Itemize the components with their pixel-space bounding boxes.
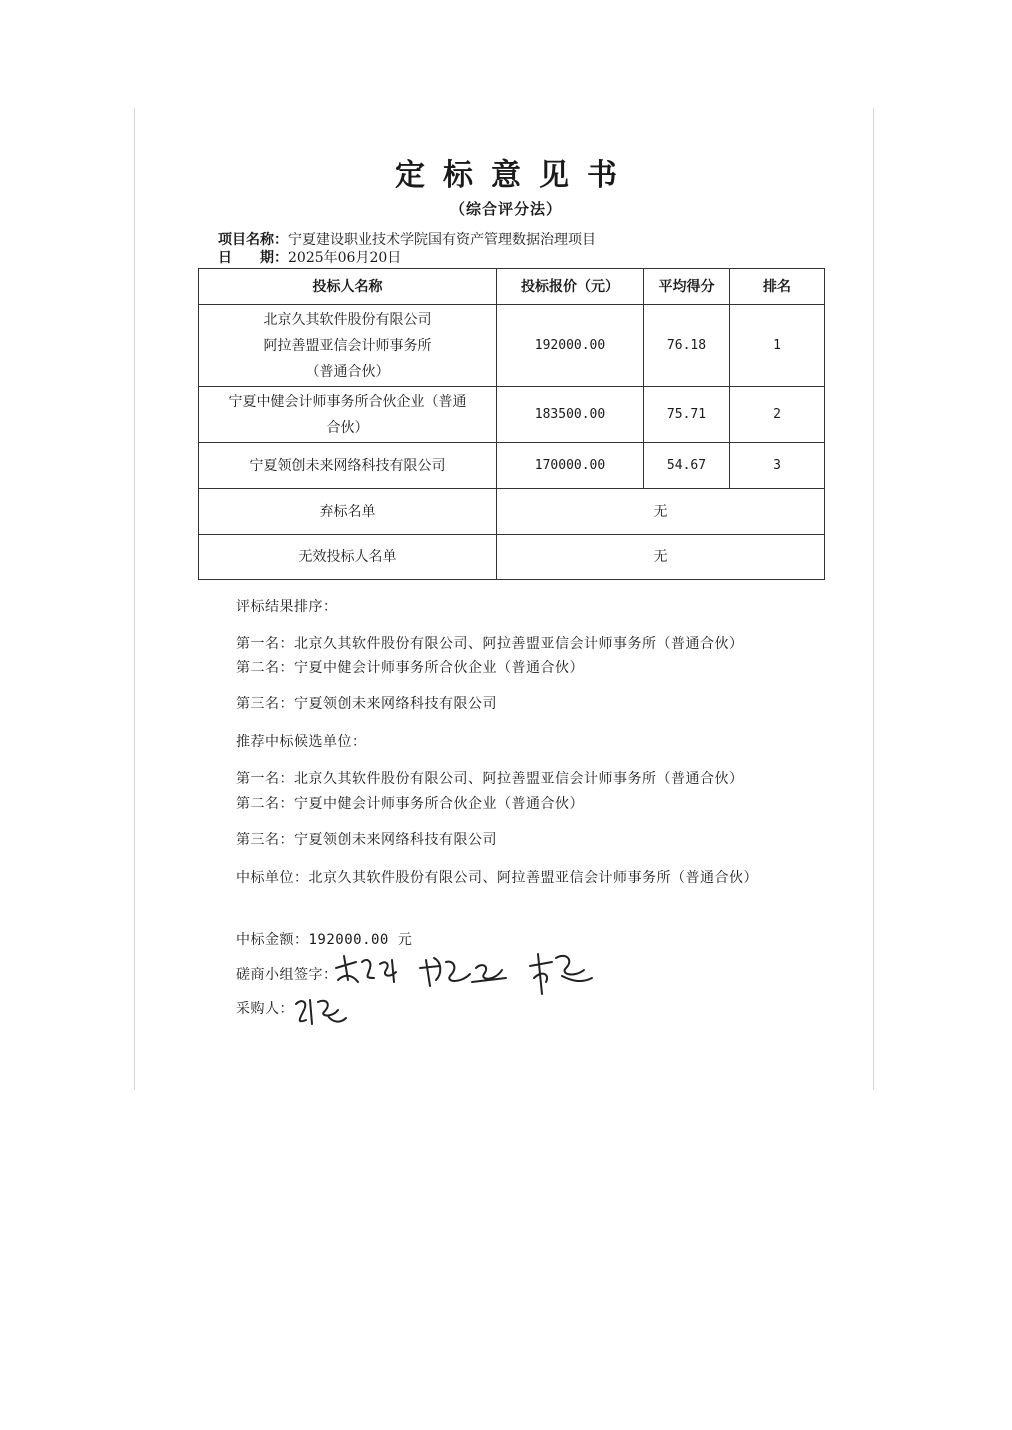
project-name-line [218, 229, 596, 249]
bidder-name-line: 宁夏领创未来网络科技有限公司 [249, 457, 446, 474]
bidder-name [199, 387, 497, 443]
date-value: 2025年06月20日 [288, 250, 402, 266]
avg-score: 75.71 [644, 387, 730, 443]
amount-value: 192000.00 元 [308, 932, 413, 948]
amount-line [236, 929, 412, 949]
table-row [199, 443, 825, 489]
avg-score: 76.18 [644, 305, 730, 387]
abandoned-value: 无 [497, 489, 825, 535]
bid-price: 192000.00 [497, 305, 644, 387]
table-row [199, 387, 825, 443]
header-price: 投标报价（元） [497, 269, 644, 305]
abandoned-label: 弃标名单 [199, 489, 497, 535]
candidate-first: 第一名：北京久其软件股份有限公司、阿拉善盟亚信会计师事务所（普通合伙） [236, 771, 744, 787]
winner-line: 中标单位：北京久其软件股份有限公司、阿拉善盟亚信会计师事务所（普通合伙） [236, 870, 758, 886]
panel-signatures-image [330, 948, 610, 998]
ranking-first: 第一名：北京久其软件股份有限公司、阿拉善盟亚信会计师事务所（普通合伙） [236, 636, 744, 652]
abandoned-row [199, 489, 825, 535]
project-name-value: 宁夏建设职业技术学院国有资产管理数据治理项目 [288, 232, 596, 248]
rank: 1 [730, 305, 825, 387]
bidder-name-line: 北京久其软件股份有限公司 [263, 311, 432, 328]
signature-1 [336, 956, 396, 982]
header-rank: 排名 [730, 269, 825, 305]
avg-score: 54.67 [644, 443, 730, 489]
bidder-name-line: 阿拉善盟亚信会计师事务所 [263, 337, 432, 354]
candidate-heading: 推荐中标候选单位： [236, 734, 367, 750]
candidate-second: 第二名：宁夏中健会计师事务所合伙企业（普通合伙） [236, 796, 584, 812]
invalid-value: 无 [497, 535, 825, 580]
table-row [199, 305, 825, 387]
ranking-third: 第三名：宁夏领创未来网络科技有限公司 [236, 696, 497, 712]
ranking-second: 第二名：宁夏中健会计师事务所合伙企业（普通合伙） [236, 660, 584, 676]
rank: 2 [730, 387, 825, 443]
ranking-heading: 评标结果排序： [236, 599, 338, 615]
rank: 3 [730, 443, 825, 489]
bid-price: 170000.00 [497, 443, 644, 489]
bidder-name [199, 443, 497, 489]
bidder-name-line: 合伙） [326, 419, 369, 436]
table-header-row [199, 269, 825, 305]
panel-sign-label: 磋商小组签字： [236, 967, 338, 983]
invalid-row [199, 535, 825, 580]
signature-2 [420, 958, 506, 986]
candidate-third: 第三名：宁夏领创未来网络科技有限公司 [236, 832, 497, 848]
invalid-label: 无效投标人名单 [199, 535, 497, 580]
signature-3 [530, 954, 592, 994]
bid-table [198, 268, 825, 580]
date-line [218, 247, 401, 267]
bidder-name-line: （普通合伙） [305, 363, 390, 380]
date-label: 日 期： [218, 250, 288, 266]
purchaser-signature-image [292, 990, 352, 1030]
bidder-name [199, 305, 497, 387]
header-score: 平均得分 [644, 269, 730, 305]
project-name-label: 项目名称： [218, 232, 288, 248]
document-subtitle: （综合评分法） [449, 200, 562, 218]
amount-label: 中标金额： [236, 932, 309, 948]
header-bidder: 投标人名称 [199, 269, 497, 305]
purchaser-label: 采购人： [236, 1001, 294, 1017]
bidder-name-line: 宁夏中健会计师事务所合伙企业（普通 [228, 393, 467, 410]
document-title: 定标意见书 [395, 158, 635, 193]
bid-price: 183500.00 [497, 387, 644, 443]
